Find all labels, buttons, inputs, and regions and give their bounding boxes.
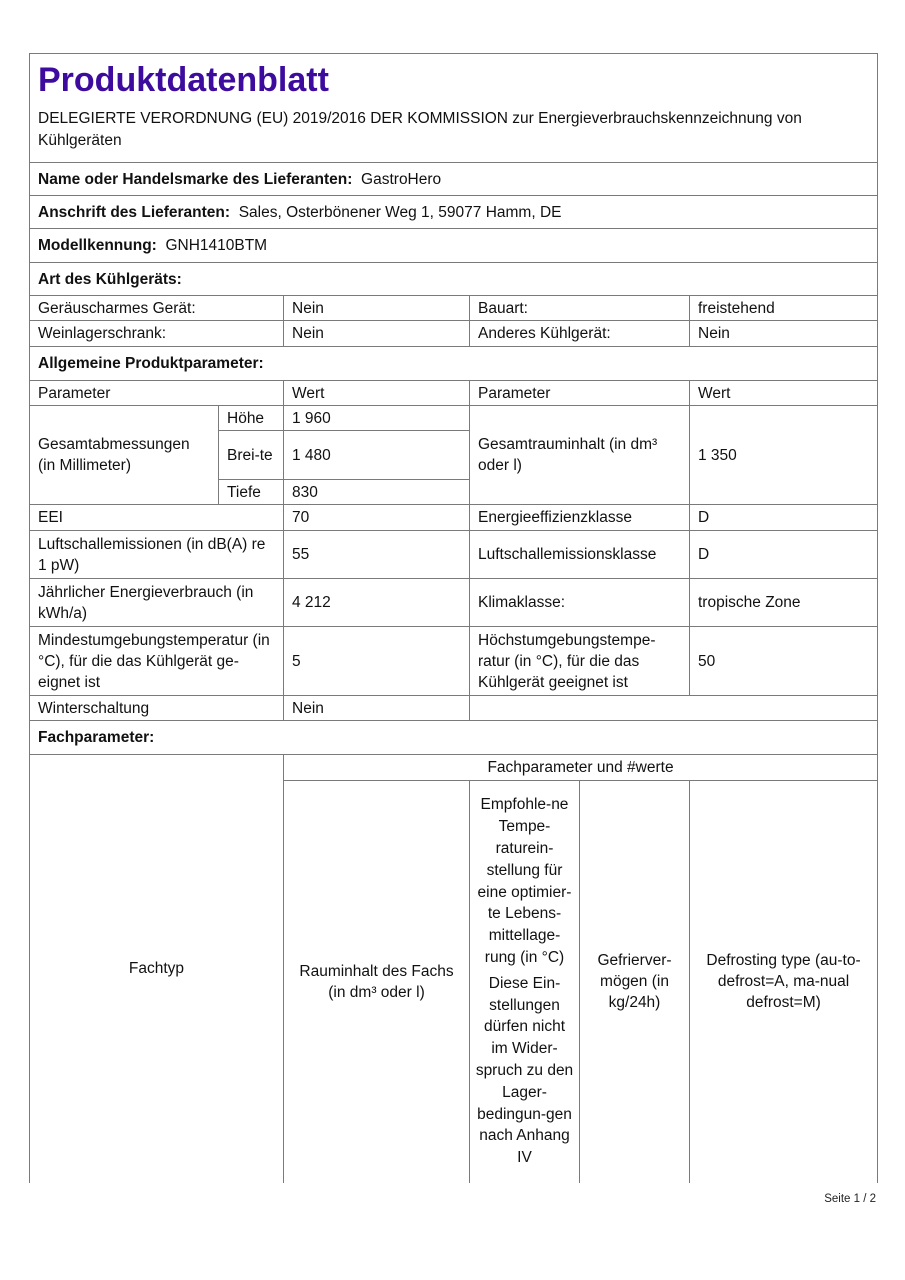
supplier-address-value: Sales, Osterbönener Weg 1, 59077 Hamm, DE (238, 203, 562, 221)
annual-energy-label: Jährlicher Energieverbrauch (in kWh/a) (30, 579, 284, 627)
height-value: 1 960 (284, 406, 470, 431)
supplier-address-row (30, 196, 878, 229)
other-appliance-label: Anderes Kühlgerät: (470, 321, 690, 347)
col-header-parameter-2: Parameter (470, 381, 690, 406)
annual-energy-value: 4 212 (284, 579, 470, 627)
wine-cabinet-label: Weinlagerschrank: (30, 321, 284, 347)
product-datasheet (29, 53, 877, 1183)
table-row (30, 321, 878, 347)
design-type-label: Bauart: (470, 296, 690, 321)
total-volume-value: 1 350 (690, 406, 878, 505)
table-row (30, 531, 878, 579)
page-number: Seite 1 / 2 (824, 1193, 876, 1205)
climate-class-value: tropische Zone (690, 579, 878, 627)
model-row (30, 229, 878, 263)
climate-class-label: Klimaklasse: (470, 579, 690, 627)
table-row (30, 296, 878, 321)
table-row (30, 627, 878, 696)
supplier-name-value: GastroHero (361, 170, 442, 188)
max-ambient-temp-value: 50 (690, 627, 878, 696)
compartment-group-header: Fachparameter und #werte (284, 755, 878, 781)
height-label: Höhe (219, 406, 284, 431)
wine-cabinet-value: Nein (284, 321, 470, 347)
noise-emission-label: Luftschallemissionen (in dB(A) re 1 pW) (30, 531, 284, 579)
compartment-type-header: Fachtyp (30, 755, 284, 1183)
other-appliance-value: Nein (690, 321, 878, 347)
table-row (30, 696, 878, 721)
dimensions-label: Gesamtabmessungen (in Millimeter) (30, 406, 219, 505)
energy-class-value: D (690, 505, 878, 531)
freezing-capacity-header: Gefrierver-mögen (in kg/24h) (580, 781, 690, 1183)
col-header-parameter: Parameter (30, 381, 284, 406)
title-cell (30, 54, 878, 163)
general-params-heading: Allgemeine Produktparameter: (30, 347, 878, 381)
width-value: 1 480 (284, 431, 470, 480)
eei-label: EEI (30, 505, 284, 531)
depth-value: 830 (284, 480, 470, 505)
low-noise-label: Geräuscharmes Gerät: (30, 296, 284, 321)
empty-cell (470, 696, 878, 721)
table-row (30, 505, 878, 531)
supplier-address-label: Anschrift des Lieferanten: (38, 203, 231, 221)
storage-conditions-note: Diese Ein-stellungen dürfen nicht im Wider-spruch zu den Lager-bedingun-gen nach Anhang IV (475, 974, 574, 1167)
total-volume-label: Gesamtrauminhalt (in dm³ oder l) (470, 406, 690, 505)
model-value: GNH1410BTM (165, 237, 268, 254)
column-header-row (30, 381, 878, 406)
recommended-temp-header (470, 781, 580, 1183)
min-ambient-temp-value: 5 (284, 627, 470, 696)
datasheet-table (29, 53, 878, 1183)
winter-mode-label: Winterschaltung (30, 696, 284, 721)
max-ambient-temp-label: Höchstumgebungstempe-ratur (in °C), für die das Kühlgerät geeignet ist (470, 627, 690, 696)
eei-value: 70 (284, 505, 470, 531)
noise-emission-value: 55 (284, 531, 470, 579)
model-label: Modellkennung: (38, 237, 157, 254)
supplier-name-row (30, 163, 878, 196)
noise-class-value: D (690, 531, 878, 579)
supplier-name-label: Name oder Handelsmarke des Lieferanten: (38, 170, 353, 188)
col-header-value-2: Wert (690, 381, 878, 406)
defrost-type-header: Defrosting type (au-to-defrost=A, ma-nual defrost=M) (690, 781, 878, 1183)
design-type-value: freistehend (690, 296, 878, 321)
regulation-text: DELEGIERTE VERORDNUNG (EU) 2019/2016 DER KOMMISSION zur Energieverbrauchskennzeichnung von Kühlgeräten (38, 110, 802, 149)
width-label: Brei-te (219, 431, 284, 480)
table-row (30, 579, 878, 627)
depth-label: Tiefe (219, 480, 284, 505)
energy-class-label: Energieeffizienzklasse (470, 505, 690, 531)
col-header-value: Wert (284, 381, 470, 406)
appliance-type-heading: Art des Kühlgeräts: (30, 263, 878, 296)
winter-mode-value: Nein (284, 696, 470, 721)
compartment-volume-header: Rauminhalt des Fachs (in dm³ oder l) (284, 781, 470, 1183)
noise-class-label: Luftschallemissionsklasse (470, 531, 690, 579)
page-title: Produktdatenblatt (38, 61, 329, 99)
min-ambient-temp-label: Mindestumgebungstemperatur (in °C), für die das Kühlgerät ge-eignet ist (30, 627, 284, 696)
low-noise-value: Nein (284, 296, 470, 321)
recommended-temp-text: Empfohle-ne Tempe-raturein-stellung für eine optimier-te Lebens-mittellage-rung (in °C) (477, 796, 572, 967)
compartment-params-heading: Fachparameter: (30, 721, 878, 755)
